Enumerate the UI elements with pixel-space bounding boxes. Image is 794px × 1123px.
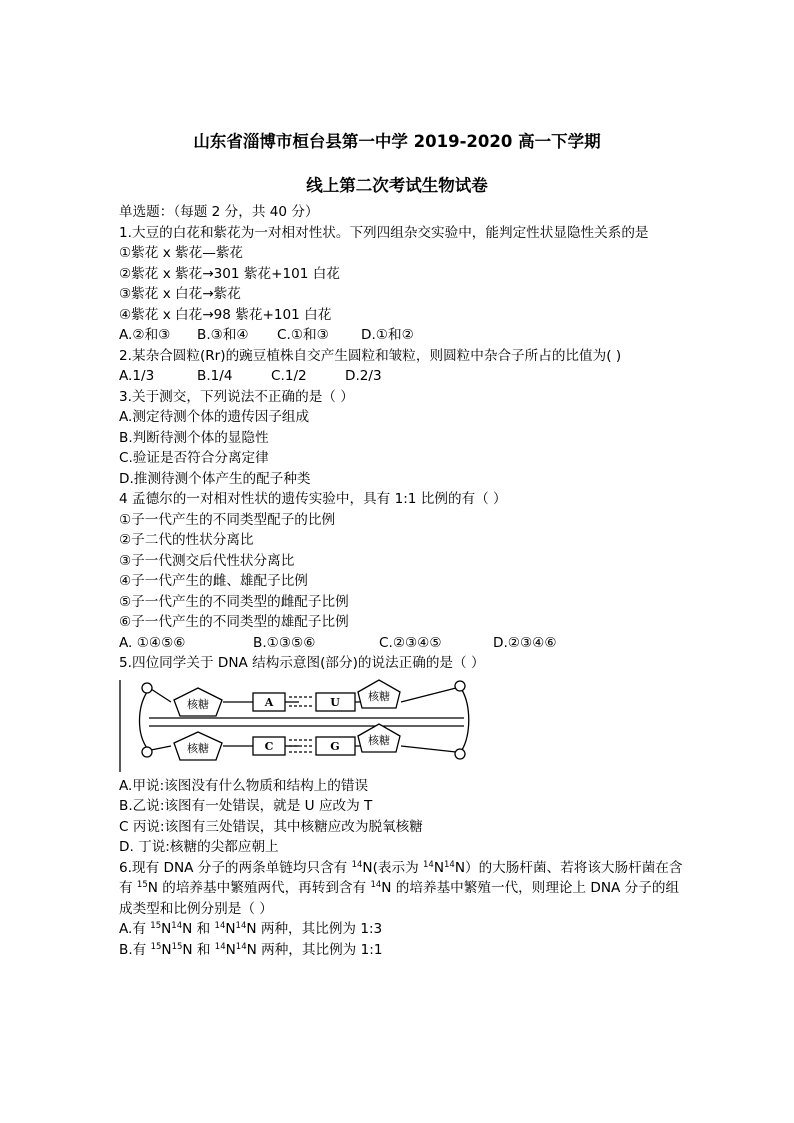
question-4-item: ④子一代产生的雌、雄配子比例 [119,573,308,589]
section-heading: 单选题：（每题 2 分，共 40 分） [119,204,319,220]
sugar-label: 核糖 [368,733,390,747]
sugar-label: 核糖 [187,697,209,711]
option-d: D.①和② [361,327,414,343]
question-6-stem: 6.现有 DNA 分子的两条单链均只含有 $^{14}$N(表示为 $^{14}N^{14}N$）的大肠杆菌、若将该大肠杆菌在含有 $^{15}$N 的培养基中繁殖两代，再转到含有 $^{14}$N 的培养基中繁殖一代，则理论上 DNA 分子的组成类型和比例分别是（ ） [119,859,683,917]
option-a: A.1/3 [119,368,155,384]
base-label-u: U [330,695,340,709]
question-4-item: ⑤子一代产生的不同类型的雌配子比例 [119,593,349,610]
dna-structure-diagram [119,678,479,774]
question-1-item: ④紫花 x 白花→98 紫花+101 白花 [119,306,332,323]
question-4-item: ③子一代测交后代性状分离比 [119,552,295,569]
question-1-item: ③紫花 x 白花→紫花 [119,286,241,302]
option-d: D.②③④⑥ [493,634,557,651]
option-b: B.有 $^{15}N^{15}N$ 和 $^{14}N^{14}N$ 两种，其比例为 1:1 [119,941,383,958]
question-1-item: ①紫花 x 紫花—紫花 [119,245,244,261]
option-a: A.有 $^{15}N^{14}N$ 和 $^{14}N^{14}N$ 两种，其比例为 1:3 [119,921,383,937]
question-4-item: ②子二代的性状分离比 [119,532,254,548]
question-1-item: ②紫花 x 紫花→301 紫花+101 白花 [119,265,340,282]
option-c: C 丙说:该图有三处错误，其中核糖应改为脱氧核糖 [119,818,423,835]
option-a: A.测定待测个体的遗传因子组成 [119,409,310,425]
option-a: A.②和③ [119,327,171,343]
question-2-options [119,366,689,387]
exam-title-line1: 山东省淄博市桓台县第一中学 2019-2020 高一下学期 [193,132,601,151]
sugar-label: 核糖 [368,689,390,703]
base-label-c: C [264,739,274,753]
question-2-stem: 2.某杂合圆粒(Rr)的豌豆植株自交产生圆粒和皱粒，则圆粒中杂合子所占的比值为( ) [119,347,622,364]
question-1-options [119,325,689,346]
sugar-label: 核糖 [187,741,209,755]
option-d: D.推测待测个体产生的配子种类 [119,470,311,487]
exam-title-line2: 线上第二次考试生物试卷 [306,176,488,195]
option-b: B.乙说:该图有一处错误，就是 U 应改为 T [119,798,373,814]
phosphate-circle [142,747,152,757]
option-c: C.1/2 [271,368,307,384]
option-b: B.判断待测个体的显隐性 [119,429,269,446]
option-b: B.1/4 [197,368,233,384]
exam-content [119,202,689,960]
base-label-g: G [330,739,340,753]
question-4-stem: 4 孟德尔的一对相对性状的遗传实验中，具有 1:1 比例的有（ ） [119,491,507,507]
question-3-stem: 3.关于测交，下列说法不正确的是（ ） [119,388,354,405]
phosphate-circle [142,683,152,693]
option-c: C.验证是否符合分离定律 [119,450,269,466]
question-4-item: ①子一代产生的不同类型配子的比例 [119,511,336,528]
option-c: C.②③④⑤ [379,634,442,651]
option-a: A.甲说:该图没有什么物质和结构上的错误 [119,777,369,794]
phosphate-circle [455,749,465,759]
option-d: D.2/3 [345,368,382,384]
option-a: A. ①④⑤⑥ [119,634,186,651]
option-d: D. 丁说:核糖的尖都应朝上 [119,839,279,855]
option-b: B.③和④ [197,327,249,343]
phosphate-circle [455,681,465,691]
question-4-options [119,633,689,654]
question-1-stem: 1.大豆的白花和紫花为一对相对性状。下列四组杂交实验中，能判定性状显隐性关系的是 [119,224,649,241]
option-c: C.①和③ [277,327,329,343]
question-4-item: ⑥子一代产生的不同类型的雄配子比例 [119,614,349,630]
base-label-a: A [264,695,274,709]
option-b: B.①③⑤⑥ [253,634,316,651]
question-5-stem: 5.四位同学关于 DNA 结构示意图(部分)的说法正确的是（ ） [119,655,485,671]
